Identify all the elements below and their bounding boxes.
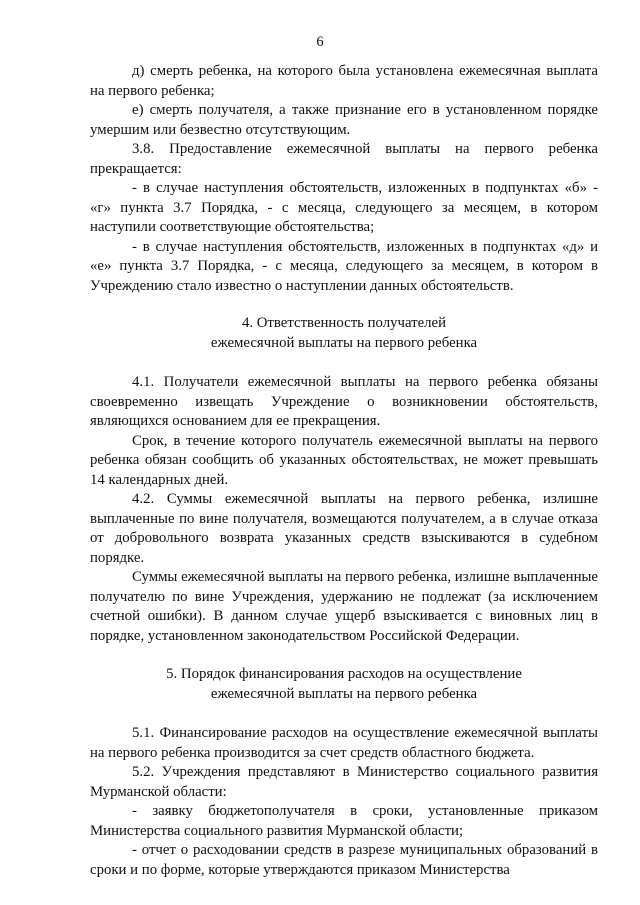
paragraph-3-8: 3.8. Предоставление ежемесячной выплаты на первого ребенка прекращается: bbox=[90, 141, 598, 177]
section-4-heading-line2: ежемесячной выплаты на первого ребенка bbox=[210, 334, 478, 351]
paragraph-5-1: 5.1. Финансирование расходов на осуществление ежемесячной выплаты на первого ребенка производится за счет средств областного бюджета. bbox=[90, 725, 598, 761]
paragraph-d: д) смерть ребенка, на которого была установлена ежемесячная выплата на первого ребенка; bbox=[90, 63, 598, 99]
document-body bbox=[90, 62, 598, 880]
paragraph-5-2: 5.2. Учреждения представляют в Министерство социального развития Мурманской области: bbox=[90, 764, 598, 800]
paragraph-4-2-amounts: Суммы ежемесячной выплаты на первого ребенка, излишне выплаченные получателю по вине Учреждения, удержанию не подлежат (за исключением счетной ошибки). В данном случае ущерб взыскивается с виновных лиц в порядке, установленном законодательством Российской Федерации. bbox=[90, 569, 598, 644]
page-number: 6 bbox=[316, 34, 324, 50]
section-5-heading-line1: 5. Порядок финансирования расходов на осуществление bbox=[166, 666, 522, 682]
section-5-heading-line2: ежемесячной выплаты на первого ребенка bbox=[210, 685, 478, 702]
section-4-heading-line1: 4. Ответственность получателей bbox=[241, 315, 447, 331]
paragraph-3-8-item-2: - в случае наступления обстоятельств, изложенных в подпунктах «д» и «е» пункта 3.7 Порядка, - с месяца, следующего за месяцем, в котором в Учреждению стало известно о наступлении данных обстоятельств. bbox=[90, 238, 598, 294]
paragraph-3-8-item-1: - в случае наступления обстоятельств, изложенных в подпунктах «б» - «г» пункта 3.7 Порядка, - с месяца, следующего за месяцем, в котором наступили соответствующие обстоятельства; bbox=[90, 180, 598, 235]
section-5-heading bbox=[90, 665, 598, 704]
paragraph-4-2: 4.2. Суммы ежемесячной выплаты на первого ребенка, излишне выплаченные по вине получателя, возмещаются получателем, а в случае отказа от добровольного возврата указанных средств взыскиваются в судебном порядке. bbox=[90, 491, 598, 566]
section-4-heading bbox=[90, 314, 598, 353]
paragraph-5-2-item-1: - заявку бюджетополучателя в сроки, установленные приказом Министерства социального развития Мурманской области; bbox=[90, 803, 598, 839]
paragraph-5-2-item-2: - отчет о расходовании средств в разрезе муниципальных образований в сроки и по форме, которые утверждаются приказом Министерства bbox=[90, 842, 598, 878]
paragraph-4-1-term: Срок, в течение которого получатель ежемесячной выплаты на первого ребенка обязан сообщить об указанных обстоятельствах, не может превышать 14 календарных дней. bbox=[90, 432, 598, 488]
paragraph-e: е) смерть получателя, а также признание его в установленном порядке умершим или безвестно отсутствующим. bbox=[90, 102, 598, 138]
paragraph-4-1: 4.1. Получатели ежемесячной выплаты на первого ребенка обязаны своевременно извещать Учреждение о возникновении обстоятельств, являющихся основанием для ее прекращения. bbox=[90, 374, 598, 429]
